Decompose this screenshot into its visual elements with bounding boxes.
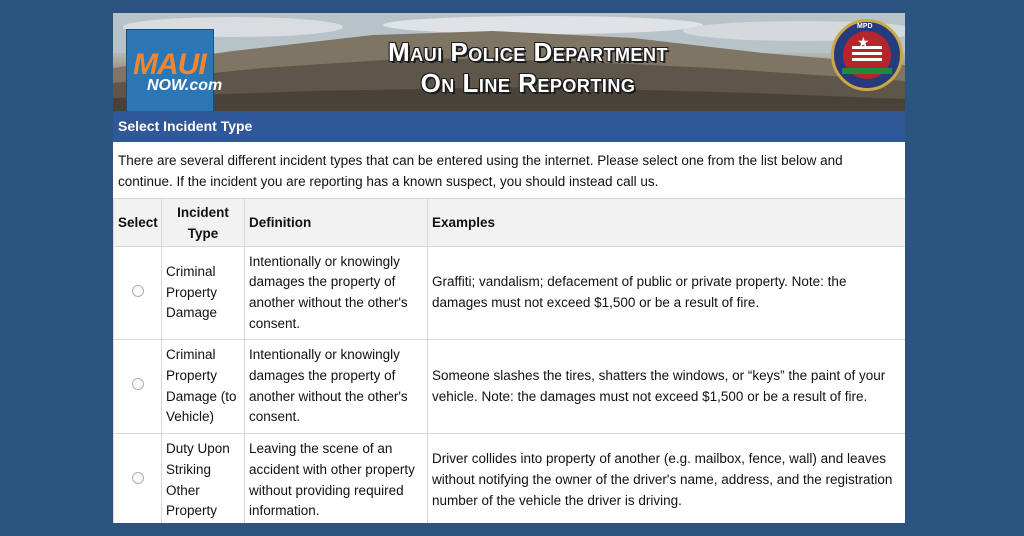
select-cell	[114, 434, 162, 524]
examples-cell: Driver collides into property of another (e.g. mailbox, fence, wall) and leaves without notifying the owner of the driver's name, address, and the registration number of the vehicle the driver is driving.	[428, 434, 906, 524]
page-title	[298, 37, 758, 99]
incident-type-cell: Criminal Property Damage	[162, 247, 245, 340]
seal-text: MPD	[857, 23, 873, 30]
header-select: Select	[114, 199, 162, 247]
seal-star-icon: ★	[857, 34, 870, 50]
report-panel	[113, 13, 905, 523]
table-row[interactable]	[114, 340, 906, 434]
title-line-2: On Line Reporting	[420, 68, 636, 98]
incident-radio-button[interactable]	[132, 378, 144, 390]
intro-text: There are several different incident types that can be entered using the internet. Please select one from the list below and continue. If the incident you are reporting has a known suspect, you should instead call us.	[118, 153, 843, 189]
select-cell	[114, 247, 162, 340]
examples-cell: Someone slashes the tires, shatters the windows, or “keys” the paint of your vehicle. Note: the damages must not exceed $1,500 or be a result of fire.	[428, 340, 906, 434]
definition-cell: Intentionally or knowingly damages the property of another without the other's consent.	[245, 247, 428, 340]
incident-type-cell: Duty Upon Striking Other Property	[162, 434, 245, 524]
incident-type-cell: Criminal Property Damage (to Vehicle)	[162, 340, 245, 434]
logo-now-text: NOW.com	[147, 77, 223, 94]
examples-cell: Graffiti; vandalism; defacement of public or private property. Note: the damages must not exceed $1,500 or be a result of fire.	[428, 247, 906, 340]
incident-type-table	[113, 198, 905, 523]
header-definition: Definition	[245, 199, 428, 247]
table-header-row	[114, 199, 906, 247]
section-header: Select Incident Type	[113, 111, 905, 142]
logo-maui-text: MAUI	[133, 48, 206, 81]
select-cell	[114, 340, 162, 434]
definition-cell: Intentionally or knowingly damages the property of another without the other's consent.	[245, 340, 428, 434]
incident-radio-button[interactable]	[132, 472, 144, 484]
seal-bar	[842, 68, 892, 74]
title-line-1: Maui Police Department	[388, 37, 668, 67]
mpd-seal-icon	[831, 19, 903, 91]
incident-radio-button[interactable]	[132, 285, 144, 297]
header-incident-type: Incident Type	[162, 199, 245, 247]
table-row[interactable]	[114, 434, 906, 524]
maui-now-logo	[126, 29, 223, 111]
definition-cell: Leaving the scene of an accident with other property without providing required information.	[245, 434, 428, 524]
header-banner	[113, 13, 905, 111]
table-row[interactable]	[114, 247, 906, 340]
header-examples: Examples	[428, 199, 906, 247]
